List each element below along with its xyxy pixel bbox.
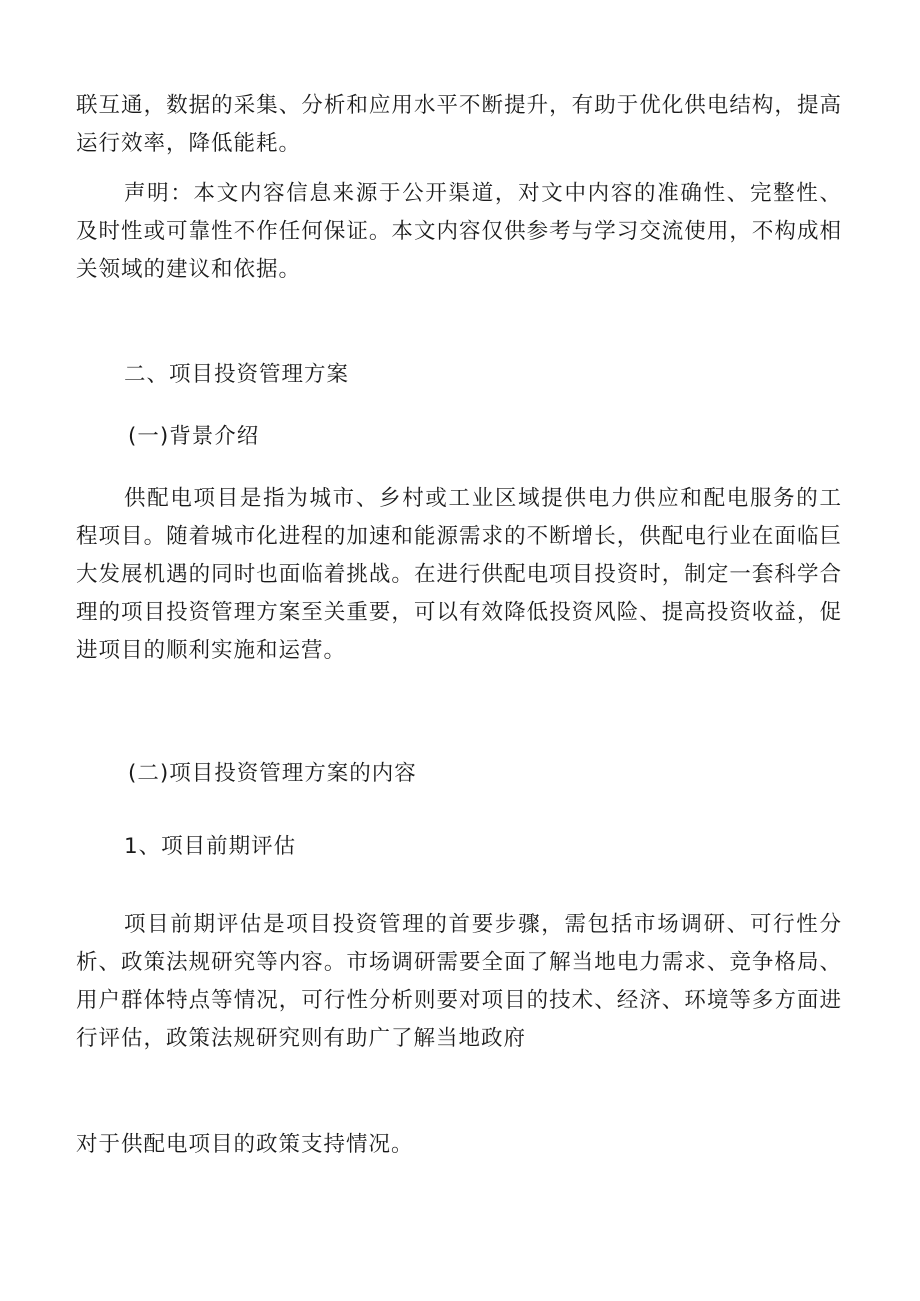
subsection-heading-background: (一)背景介绍	[128, 424, 260, 449]
paragraph-continuation: 联互通，数据的采集、分析和应用水平不断提升，有助于优化供电结构，提高运行效率，降低能耗。	[76, 93, 842, 156]
assessment-paragraph-end: 对于供配电项目的政策支持情况。	[76, 1132, 414, 1157]
assessment-paragraph: 项目前期评估是项目投资管理的首要步骤，需包括市场调研、可行性分析、政策法规研究等内容。市场调研需要全面了解当地电力需求、竞争格局、用户群体特点等情况，可行性分析则要对项目的技术、经济、环境等多方面进行评估，政策法规研究则有助广了解当地政府	[76, 912, 842, 1051]
section-heading: 二、项目投资管理方案	[124, 362, 350, 387]
disclaimer-paragraph: 声明：本文内容信息来源于公开渠道，对文中内容的准确性、完整性、及时性或可靠性不作任何保证。本文内容仅供参考与学习交流使用，不构成相关领域的建议和依据。	[76, 181, 842, 282]
item-heading-assessment: 1、项目前期评估	[124, 834, 297, 859]
subsection-heading-content: (二)项目投资管理方案的内容	[128, 761, 417, 786]
background-paragraph: 供配电项目是指为城市、乡村或工业区域提供电力供应和配电服务的工程项目。随着城市化进程的加速和能源需求的不断增长，供配电行业在面临巨大发展机遇的同时也面临着挑战。在进行供配电项目投资时，制定一套科学合理的项目投资管理方案至关重要，可以有效降低投资风险、提高投资收益，促进项目的顺利实施和运营。	[76, 486, 842, 663]
